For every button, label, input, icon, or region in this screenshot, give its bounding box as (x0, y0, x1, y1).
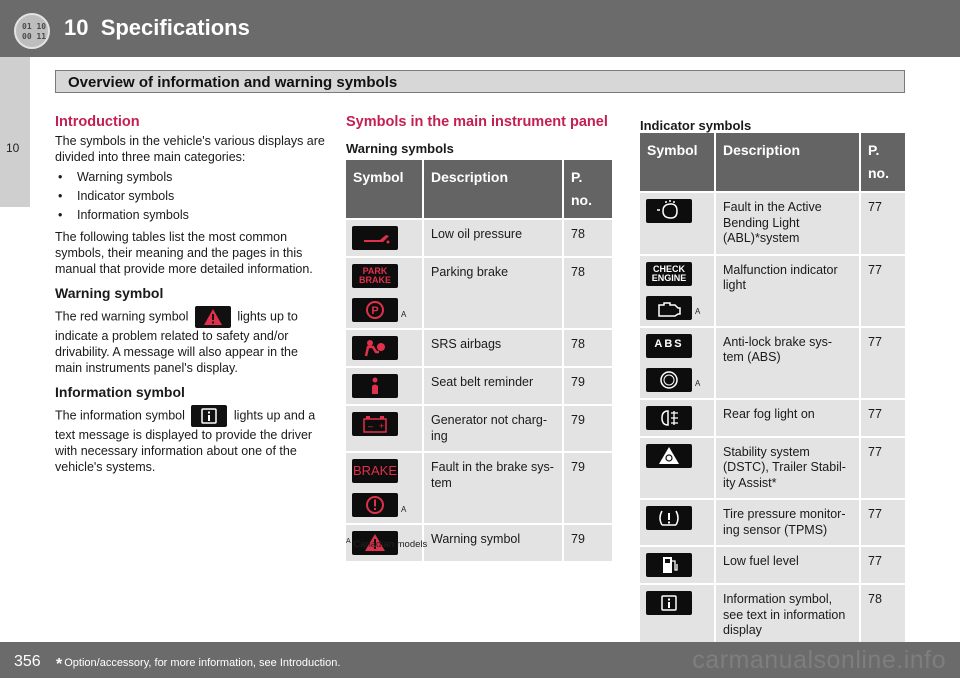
table-row (640, 326, 905, 398)
row-page: 77 (861, 498, 905, 545)
section-title: Overview of information and warning symbols (68, 74, 398, 91)
column-header-page: P. no. (861, 133, 905, 191)
information-icon (191, 405, 227, 427)
row-page: 79 (564, 451, 612, 523)
footnote-marker: A (346, 538, 351, 545)
warning-text-after: lights up to indicate a problem related to safety and/or drivability. A message will also appear in the main instruments panel's display. (55, 309, 298, 375)
information-symbol-text (55, 405, 327, 475)
indicator-heading: Indicator symbols (640, 118, 752, 133)
binary-logo-icon: 01 10 00 11 (14, 13, 50, 49)
svg-text:+: + (379, 421, 385, 431)
row-description: Malfunction indicator light (716, 254, 861, 326)
table-row (346, 256, 612, 328)
column-header-page: P. no. (564, 160, 612, 218)
row-page: 77 (861, 254, 905, 326)
row-description: Tire pressure monitor-ing sensor (TPMS) (716, 498, 861, 545)
table-row (640, 398, 905, 436)
section-title-bar (55, 70, 905, 93)
abs-circle-icon (646, 368, 692, 392)
row-page: 78 (564, 328, 612, 366)
column-header-description: Description (716, 133, 861, 191)
row-description: Low oil pressure (424, 218, 564, 256)
row-page: 79 (564, 366, 612, 404)
airbag-icon (352, 336, 398, 360)
table-header-row (346, 160, 612, 218)
stability-icon (646, 444, 692, 468)
indicator-symbols-table (640, 133, 905, 646)
table-row (346, 328, 612, 366)
column-header-symbol: Symbol (640, 133, 716, 191)
row-description: Stability system (DSTC), Trailer Stabil-ity Assist* (716, 436, 861, 499)
row-description: Parking brake (424, 256, 564, 328)
warning-symbol-heading: Warning symbol (55, 285, 164, 301)
row-page: 77 (861, 545, 905, 583)
warning-symbol-text (55, 306, 327, 376)
table-row (640, 583, 905, 646)
list-item: • Warning symbols (55, 169, 327, 188)
warning-text-before: The red warning symbol (55, 309, 189, 324)
page-number: 356 (14, 653, 41, 670)
introduction-heading: Introduction (55, 114, 140, 130)
table-row (640, 436, 905, 499)
introduction-column (55, 114, 327, 478)
row-description: Low fuel level (716, 545, 861, 583)
chapter-tab (0, 57, 30, 207)
table-row (346, 451, 612, 523)
row-description: Rear fog light on (716, 398, 861, 436)
row-page: 79 (564, 523, 612, 561)
info-text-after: lights up and a text message is displayed to provide the driver with necessary information about one of the vehicle's systems. (55, 408, 316, 474)
parking-brake-circle-icon (352, 298, 398, 322)
battery-icon (352, 412, 398, 436)
row-page: 79 (564, 404, 612, 451)
column-header-symbol: Symbol (346, 160, 424, 218)
column-header-description: Description (424, 160, 564, 218)
oil-pressure-icon (352, 226, 398, 250)
row-description: Fault in the Active Bending Light (ABL)*system (716, 191, 861, 254)
active-bending-light-icon (646, 199, 692, 223)
row-description: Warning symbol (424, 523, 564, 561)
footer-note (56, 656, 340, 674)
footnote-marker: A (401, 309, 407, 319)
table-row (640, 498, 905, 545)
engine-outline-icon (646, 296, 692, 320)
row-page: 77 (861, 436, 905, 499)
rear-fog-light-icon (646, 406, 692, 430)
seat-belt-icon (352, 374, 398, 398)
brake-text-icon: BRAKE (352, 459, 398, 483)
warning-triangle-icon (195, 306, 231, 328)
information-icon (646, 591, 692, 615)
svg-text:–: – (368, 421, 374, 431)
category-list (55, 169, 327, 226)
abs-text-icon: ABS (646, 334, 692, 358)
row-description: Information symbol, see text in information display (716, 583, 861, 646)
footnote-marker: A (695, 379, 701, 388)
table-row (346, 404, 612, 451)
introduction-text-2: The following tables list the most common symbols, their meaning and the pages in this manual that provide more detailed information. (55, 230, 313, 276)
table-row (640, 545, 905, 583)
row-page: 78 (564, 218, 612, 256)
row-description: Seat belt reminder (424, 366, 564, 404)
warning-symbols-heading: Warning symbols (346, 141, 454, 156)
table-header-row (640, 133, 905, 191)
tire-pressure-icon (646, 506, 692, 530)
indicator-column (640, 114, 905, 133)
brake-circle-icon (352, 493, 398, 517)
row-description: Fault in the brake sys-tem (424, 451, 564, 523)
park-brake-icon: PARK BRAKE (352, 264, 398, 288)
chapter-number: 10 (6, 141, 20, 155)
footer-note-text: Option/accessory, for more information, see Introduction. (64, 657, 341, 669)
info-text-before: The information symbol (55, 408, 185, 423)
row-page: 78 (564, 256, 612, 328)
row-description: Generator not charg-ing (424, 404, 564, 451)
list-item: • Information symbols (55, 207, 327, 226)
chapter-title: 10 Specifications (64, 15, 250, 40)
asterisk-marker: * (56, 656, 63, 673)
table-row (346, 218, 612, 256)
footnote-text: Canadian models (353, 539, 428, 551)
watermark: carmanualsonline.info (692, 646, 946, 674)
footnote-marker: A (695, 307, 701, 316)
footnote (346, 538, 427, 550)
row-page: 77 (861, 398, 905, 436)
table-row (346, 366, 612, 404)
fuel-pump-icon (646, 553, 692, 577)
warning-symbols-table (346, 160, 612, 561)
main-panel-column (346, 114, 612, 156)
row-description: Anti-lock brake sys-tem (ABS) (716, 326, 861, 398)
chapter-header (0, 0, 960, 57)
row-page: 77 (861, 326, 905, 398)
check-engine-icon: CHECK ENGINE (646, 262, 692, 286)
table-row (640, 191, 905, 254)
row-page: 78 (861, 583, 905, 646)
row-description: SRS airbags (424, 328, 564, 366)
main-panel-heading: Symbols in the main instrument panel (346, 114, 608, 130)
list-item: • Indicator symbols (55, 188, 327, 207)
footnote-marker: A (401, 504, 407, 514)
information-symbol-heading: Information symbol (55, 384, 185, 400)
page-footer (0, 642, 960, 678)
row-page: 77 (861, 191, 905, 254)
svg-text:P: P (371, 305, 379, 317)
table-row (640, 254, 905, 326)
introduction-text: The symbols in the vehicle's various displays are divided into three main categories: (55, 134, 325, 164)
